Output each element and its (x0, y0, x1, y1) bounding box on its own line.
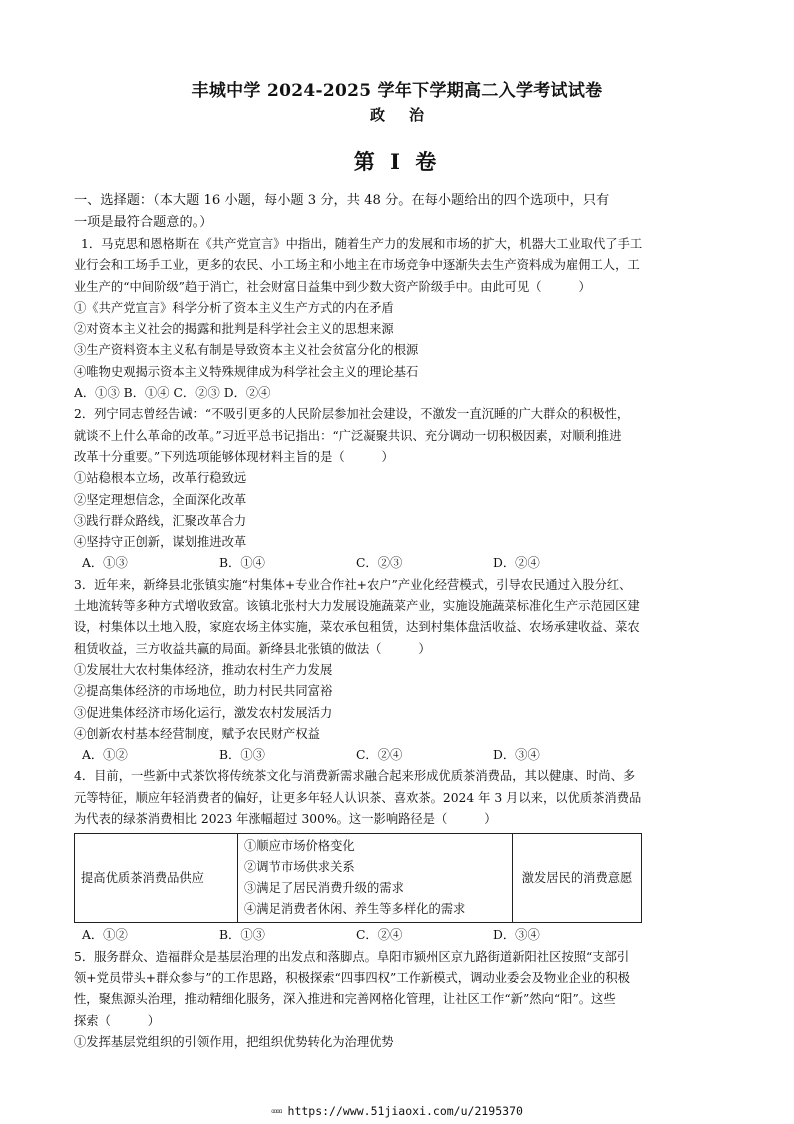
option-a: A．①② (82, 748, 128, 763)
question-stem-line: 3．近年来，新绛县北张镇实施“村集体+专业合作社+农户”产业化经营模式，引导农民通过入股分红、 (74, 577, 632, 592)
statement-item: ③促进集体经济市场化运行，激发农村发展活力 (74, 705, 333, 720)
section-instruction-line: 一、选择题：（本大题 16 小题，每小题 3 分，共 48 分。在每小题给出的四个选项中，只有 (74, 193, 610, 208)
statement-item: ④坚持守正创新，谋划推进改革 (74, 535, 247, 550)
question-4 (74, 766, 722, 946)
question-body (74, 190, 722, 1053)
question-stem-line: 探索（ ） (74, 1013, 161, 1028)
statement-item: ④创新农村基本经营制度，赋予农民财产权益 (74, 726, 320, 741)
question-stem-line: 1．马克思和恩格斯在《共产党宣言》中指出，随着生产力的发展和市场的扩大，机器大工业取代了手工 (81, 237, 643, 251)
question-stem-line: 5．服务群众、造福群众是基层治理的出发点和落脚点。阜阳市颍州区京九路街道新阳社区按照“支部引 (74, 949, 630, 964)
statement-item: ②坚定理想信念，全面深化改革 (74, 492, 247, 507)
exam-subject: 政治 (369, 106, 448, 124)
statement-item: ③践行群众路线，汇聚改革合力 (74, 513, 247, 528)
question-stem-line: 为代表的绿茶消费相比 2023 年涨幅超过 300%。这一影响路径是（ ） (74, 812, 497, 827)
question-stem-line: 业行会和工场手工业，更多的农民、小工场主和小地主在市场竞争中逐渐失去生产资料成为雇佣工人，工 (74, 258, 640, 273)
statement-item: ②对资本主义社会的揭露和批判是科学社会主义的思想来源 (74, 322, 394, 337)
path-step: ①顺应市场价格变化 (244, 839, 355, 854)
path-step: ③满足了居民消费升级的需求 (244, 881, 404, 896)
answer-options (74, 553, 722, 574)
question-stem-line: 元等特征，顺应年轻消费者的偏好，让更多年轻人认识茶、喜欢茶。2024 年 3 月以来，以优质茶消费品 (74, 790, 642, 805)
option-d: D．③④ (493, 928, 540, 943)
option-c: C．②③ (356, 556, 403, 571)
question-2 (74, 404, 722, 574)
option-b: B．①④ (219, 556, 265, 571)
statement-item: ②提高集体经济的市场地位，助力村民共同富裕 (74, 684, 333, 699)
question-stem-line: 4．目前，一些新中式茶饮将传统茶文化与消费新需求融合起来形成优质茶消费品，其以健康、时尚、多 (74, 769, 636, 784)
statement-item: ①发展壮大农村集体经济，推动农村生产力发展 (74, 662, 333, 677)
source-url[interactable]: https://www.51jiaoxi.com/u/2195370 (287, 1104, 523, 1118)
statement-item: ①站稳根本立场，改革行稳致远 (74, 471, 247, 486)
table-cell-end: 激发居民的消费意愿 (513, 834, 642, 923)
question-3 (74, 575, 722, 767)
option-c: C．②④ (356, 748, 403, 763)
option-d: D．③④ (493, 748, 540, 763)
question-stem-line: 2．列宁同志曾经告诫：“不吸引更多的人民阶层参加社会建设，不激发一直沉睡的广大群众的积极性， (74, 407, 630, 422)
question-stem-line: 性，聚焦源头治理，推动精细化服务，深入推进和完善网格化管理，让社区工作“新”然向“阳”。这些 (74, 992, 616, 1007)
statement-item: ④唯物史观揭示资本主义特殊规律成为科学社会主义的理论基石 (74, 364, 419, 379)
question-stem-line: 改革十分重要。”下列选项能够体现材料主旨的是（ ） (74, 449, 394, 464)
site-logo: ɑɑɑɑ (271, 1108, 282, 1115)
option-b: B．①③ (219, 748, 265, 763)
question-stem-line: 业生产的“中间阶级”趋于消亡，社会财富日益集中到少数大资产阶级手中。由此可见（ ） (74, 279, 591, 294)
statement-item: ①《共产党宣言》科学分析了资本主义生产方式的内在矛盾 (74, 300, 394, 315)
option-c: C．②④ (356, 928, 403, 943)
question-stem-line: 就谈不上什么革命的改革。”习近平总书记指出：“广泛凝聚共识、充分调动一切积极因素，对顺利推进 (74, 428, 622, 443)
option-a: A．①② (82, 928, 128, 943)
option-b: B．①③ (219, 928, 265, 943)
answer-options (74, 745, 722, 766)
option-a: A．①③ (82, 556, 128, 571)
section-instruction-line: 一项是最符合题意的。） (74, 215, 213, 230)
exam-title: 丰城中学 2024-2025 学年下学期高二入学考试试卷 (191, 81, 603, 101)
question-stem-line: 设，村集体以土地入股，家庭农场主体实施，菜农承包租赁，达到村集体盘活收益、农场承建收益、菜农 (74, 620, 640, 635)
statement-item: ③生产资料资本主义私有制是导致资本主义社会贫富分化的根源 (74, 343, 419, 358)
question-1 (74, 234, 722, 404)
table-cell-start: 提高优质茶消费品供应 (75, 834, 238, 923)
path-step: ②调节市场供求关系 (244, 860, 355, 875)
path-step: ④满足消费者休闲、养生等多样化的需求 (244, 902, 466, 917)
influence-path-table (74, 833, 642, 923)
question-5 (74, 947, 722, 1053)
statement-item: ①发挥基层党组织的引领作用，把组织优势转化为治理优势 (74, 1034, 394, 1049)
option-d: D．②④ (493, 556, 540, 571)
page-footer (0, 1104, 794, 1118)
question-stem-line: 租赁收益，三方收益共赢的局面。新绛县北张镇的做法（ ） (74, 641, 431, 656)
table-cell-steps (238, 834, 513, 923)
question-stem-line: 领+党员带头+群众参与”的工作思路，积极探索“四事四权”工作新模式，调动业委会及物业企业的积极 (74, 970, 630, 985)
volume-heading: 第 I 卷 (353, 149, 441, 174)
question-stem-line: 土地流转等多种方式增收致富。该镇北张村大力发展设施蔬菜产业，实施设施蔬菜标准化生产示范园区建 (74, 599, 640, 614)
answer-options (74, 925, 722, 946)
answer-options: A．①③ B．①④ C．②③ D．②④ (74, 386, 271, 401)
